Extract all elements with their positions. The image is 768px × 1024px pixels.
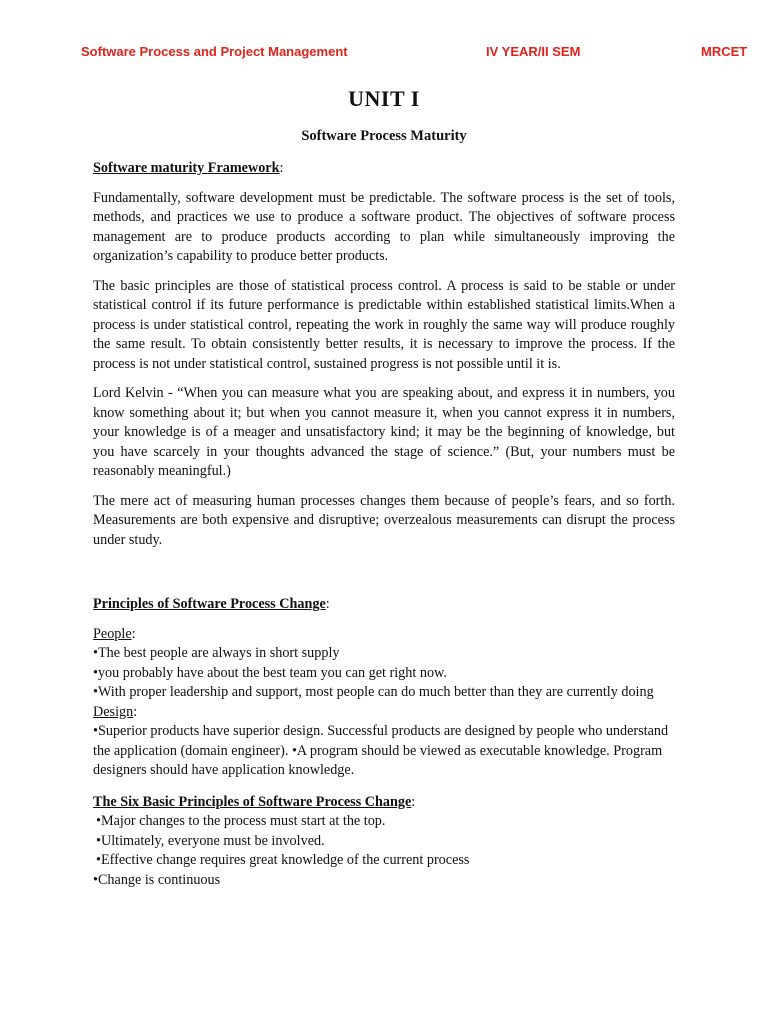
framework-paragraph-1: Fundamentally, software development must be predictable. The software process is the set of tools, methods, and practices we use to produce a software product. The objectives of software process management are to produce products according to plan while simultaneously improving the organization’s capability to produce better products. xyxy=(93,189,675,264)
unit-title: UNIT I xyxy=(348,86,420,111)
principles-heading-text: Principles of Software Process Change xyxy=(93,596,326,612)
principles-heading-colon: : xyxy=(325,596,330,612)
principles-heading xyxy=(93,595,675,615)
people-item-2: •you probably have about the best team you can get right now. xyxy=(93,664,447,681)
six-principles-item-4: •Change is continuous xyxy=(93,871,221,888)
framework-paragraph-2: The basic principles are those of statistical process control. A process is said to be stable or under statistical control if its future performance is predictable within established statistical limits.When a process is under statistical control, repeating the work in roughly the same way will produce roughly the same result. To obtain consistently better results, it is necessary to improve the process. If the process is not under statistical control, sustained progress is not possible until it is. xyxy=(93,277,675,372)
six-principles-heading-colon: : xyxy=(411,793,416,810)
document-body xyxy=(93,159,675,890)
framework-heading-text: Software maturity Framework xyxy=(93,160,280,176)
framework-paragraph-4: The mere act of measuring human processes changes them because of people’s fears, and so forth. Measurements are both expensive and disruptive; overzealous measurements can disrupt the process under study. xyxy=(93,492,675,548)
design-subheading xyxy=(93,703,675,723)
six-principles-item-3: •Effective change requires great knowledge of the current process xyxy=(96,852,470,868)
people-item-3: •With proper leadership and support, most people can do much better than they are currently doing xyxy=(93,684,654,700)
design-label-colon: : xyxy=(133,703,138,720)
framework-heading-colon: : xyxy=(279,160,284,176)
people-label-colon: : xyxy=(131,625,136,642)
design-label: Design xyxy=(93,703,134,720)
people-label: People xyxy=(93,625,132,642)
people-item-1: •The best people are always in short supply xyxy=(93,645,340,661)
header-course-title: Software Process and Project Management xyxy=(81,44,348,59)
design-text: •Superior products have superior design. Successful products are designed by people who understand the application (domain engineer). •A program should be viewed as executable knowledge. Program designers should have application knowledge. xyxy=(93,723,669,778)
six-principles-item-2: •Ultimately, everyone must be involved. xyxy=(96,832,325,849)
header-year-semester: IV YEAR/II SEM xyxy=(486,44,581,59)
chapter-subtitle: Software Process Maturity xyxy=(301,128,467,144)
framework-paragraph-3: Lord Kelvin - “When you can measure what you are speaking about, and express it in numbers, you know something about it; but when you cannot measure it, when you cannot express it in numbers, your knowledge is of a meager and unsatisfactory kind; it may be the beginning of knowledge, but you have scarcely in your thoughts advanced the stage of science.” (But, your numbers must be reasonably meaningful.) xyxy=(93,385,675,479)
people-subheading xyxy=(93,625,675,645)
header-college: MRCET xyxy=(701,44,748,59)
six-principles-heading xyxy=(93,793,675,813)
page-header xyxy=(0,44,768,64)
six-principles-item-1: •Major changes to the process must start at the top. xyxy=(96,813,386,829)
six-principles-heading-text: The Six Basic Principles of Software Process Change xyxy=(93,793,412,810)
framework-heading xyxy=(93,159,675,179)
